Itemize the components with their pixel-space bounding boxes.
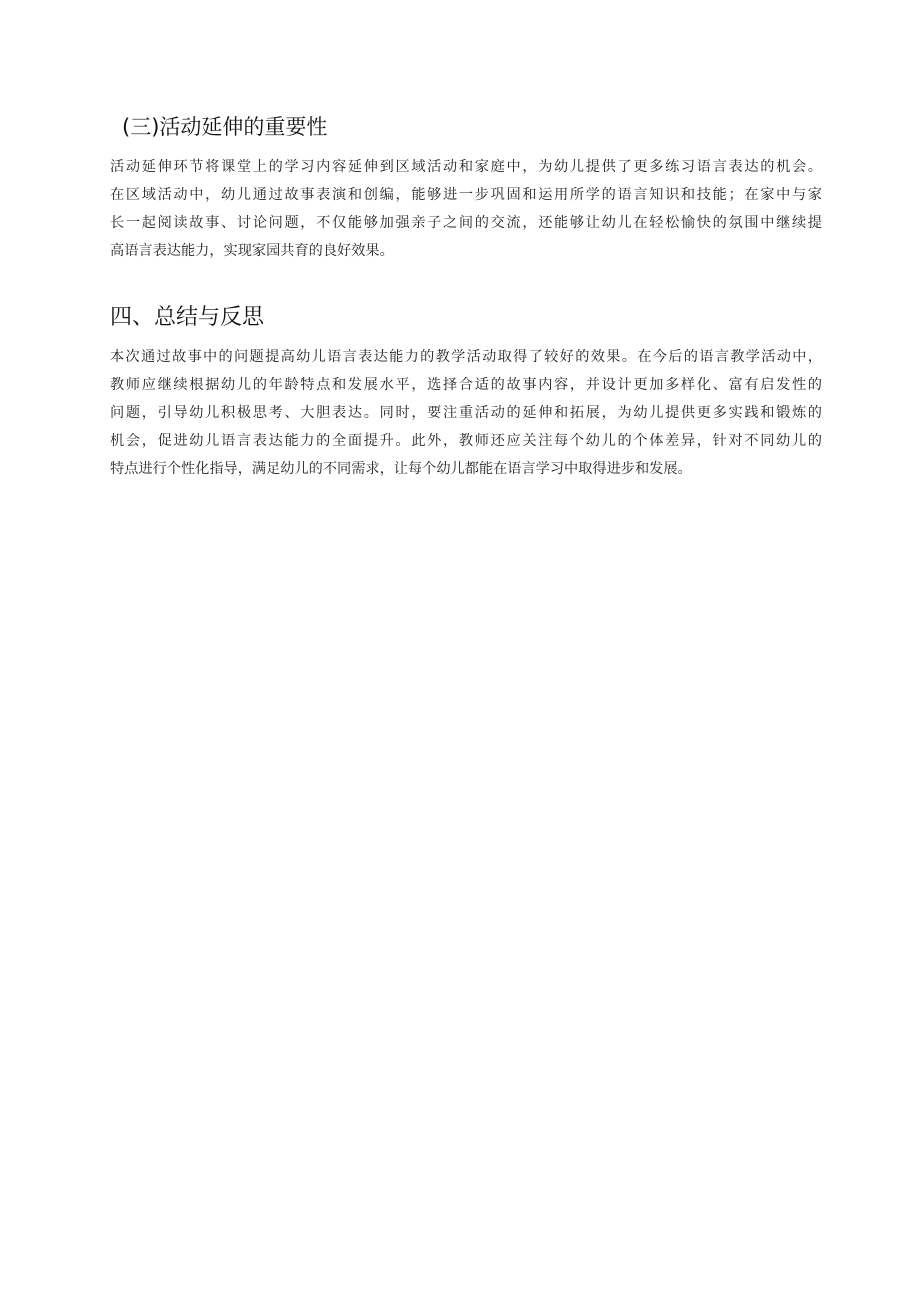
text-line: 特点进行个性化指导，满足幼儿的不同需求，让每个幼儿都能在语言学习中取得进步和发展。 (110, 461, 692, 477)
text-line: 机会，促进幼儿语言表达能力的全面提升。此外，教师还应关注每个幼儿的个体差异，针对不同幼儿的 (110, 433, 822, 449)
text-line: 活动延伸环节将课堂上的学习内容延伸到区域活动和家庭中，为幼儿提供了更多练习语言表达的机会。 (110, 159, 822, 175)
text-line: 教师应继续根据幼儿的年龄特点和发展水平，选择合适的故事内容，并设计更加多样化、富有启发性的 (110, 377, 822, 393)
text-line: 长一起阅读故事、讨论问题，不仅能够加强亲子之间的交流，还能够让幼儿在轻松愉快的氛围中继续提 (110, 215, 822, 231)
text-line: 高语言表达能力，实现家园共育的良好效果。 (110, 243, 394, 259)
text-line: 本次通过故事中的问题提高幼儿语言表达能力的教学活动取得了较好的效果。在今后的语言教学活动中， (110, 349, 822, 365)
paragraph-activity-extension (110, 153, 822, 265)
text-line: 问题，引导幼儿积极思考、大胆表达。同时，要注重活动的延伸和拓展，为幼儿提供更多实践和锻炼的 (110, 405, 822, 421)
section-heading-activity-extension: (三)活动延伸的重要性 (122, 115, 328, 139)
section-heading-summary-reflection: 四、总结与反思 (110, 305, 265, 330)
text-line: 在区域活动中，幼儿通过故事表演和创编，能够进一步巩固和运用所学的语言知识和技能；在家中与家 (110, 187, 822, 203)
paragraph-summary-reflection (110, 343, 822, 483)
